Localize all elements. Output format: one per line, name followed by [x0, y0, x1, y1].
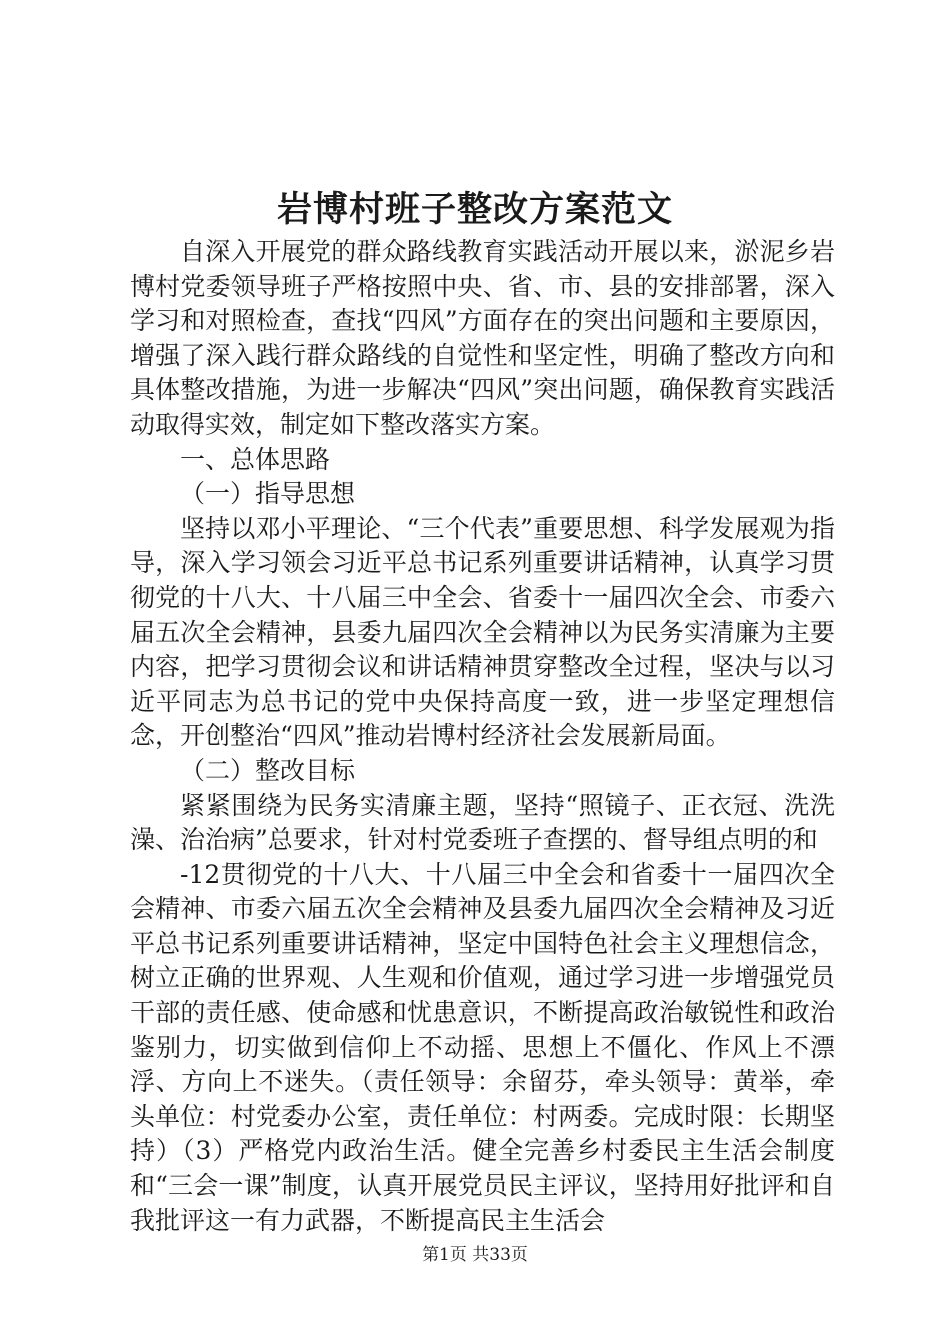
sub-heading-rectification-goals: （二）整改目标 — [180, 755, 356, 785]
document-body — [130, 235, 835, 1238]
sub-heading-guiding-ideology: （一）指导思想 — [180, 479, 356, 509]
guiding-ideology-paragraph: 坚持以邓小平理论、“三个代表”重要思想、科学发展观为指导，深入学习领会习近平总书记系列重要讲话精神，认真学习贯彻党的十八大、十八届三中全会、省委十一届四次全会、市委六届五次全会精神，县委九届四次全会精神以为民务实清廉为主要内容，把学习贯彻会议和讲话精神贯穿整改全过程，坚决与以习近平同志为总书记的党中央保持高度一致，进一步坚定理想信念，开创整治“四风”推动岩博村经济社会发展新局面。 — [130, 513, 835, 751]
section-heading-overall-approach: 一、总体思路 — [180, 444, 331, 474]
rectification-goals-paragraph: 紧紧围绕为民务实清廉主题，坚持“照镜子、正衣冠、洗洗澡、治治病”总要求，针对村党委班子查摆的、督导组点明的和 — [130, 790, 835, 855]
page-number-footer: 第1页 共33页 — [422, 1245, 528, 1265]
intro-paragraph: 自深入开展党的群众路线教育实践活动开展以来，淤泥乡岩博村党委领导班子严格按照中央、省、市、县的安排部署，深入学习和对照检查，查找“四风”方面存在的突出问题和主要原因，增强了深入践行群众路线的自觉性和坚定性，明确了整改方向和具体整改措施，为进一步解决“四风”突出问题，确保教育实践活动取得实效，制定如下整改落实方案。 — [130, 237, 835, 439]
document-title: 岩博村班子整改方案范文 — [276, 189, 673, 230]
continuation-paragraph: -12贯彻党的十八大、十八届三中全会和省委十一届四次全会精神、市委六届五次全会精神及县委九届四次全会精神及习近平总书记系列重要讲话精神，坚定中国特色社会主义理想信念，树立正确的世界观、人生观和价值观，通过学习进一步增强党员干部的责任感、使命感和忧患意识，不断提高政治敏锐性和政治鉴别力，切实做到信仰上不动摇、思想上不僵化、作风上不漂浮、方向上不迷失。（责任领导：余留芬，牵头领导：黄举，牵头单位：村党委办公室，责任单位：村两委。完成时限：长期坚持）（3）严格党内政治生活。健全完善乡村委民主生活会制度和“三会一课”制度，认真开展党员民主评议，坚持用好批评和自我批评这一有力武器，不断提高民主生活会 — [130, 859, 835, 1235]
